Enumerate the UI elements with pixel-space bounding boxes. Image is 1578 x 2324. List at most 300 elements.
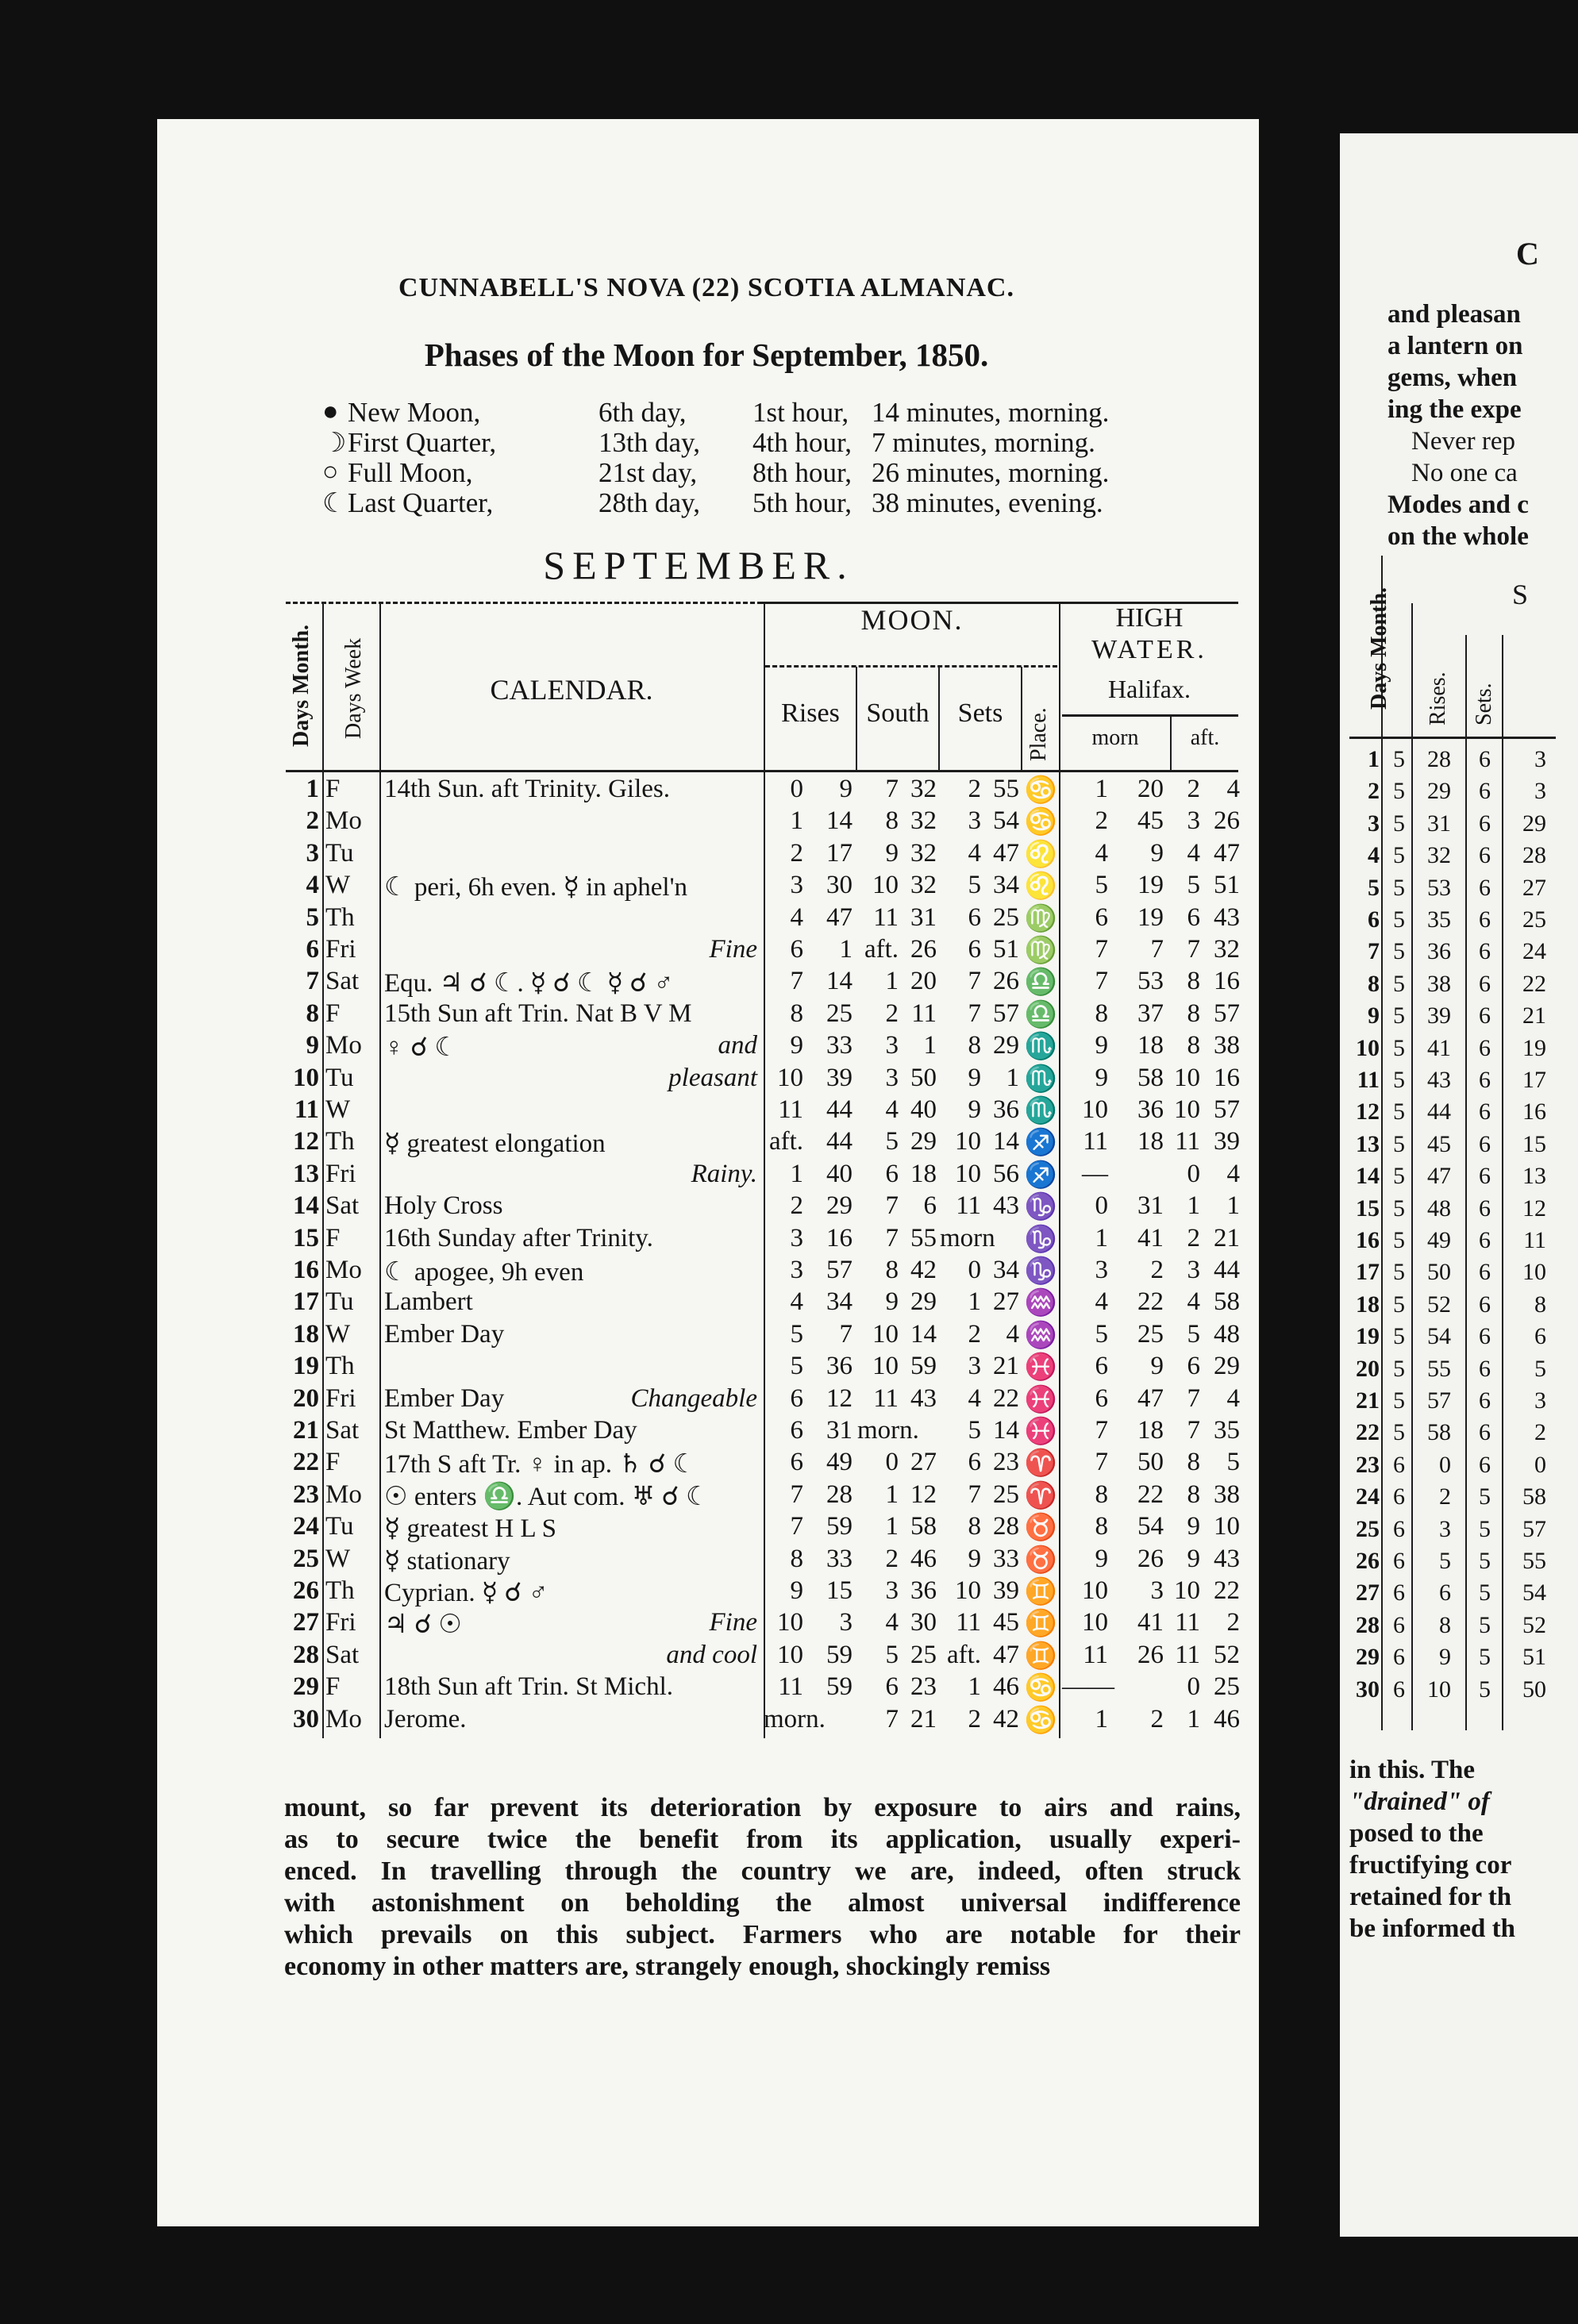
- right-cell: 17: [1356, 1259, 1380, 1286]
- month-title: SEPTEMBER.: [543, 543, 854, 587]
- cell-pl: ♑: [1024, 1225, 1057, 1254]
- cell-d: 15: [293, 1223, 319, 1252]
- cell-mh: 6: [1095, 902, 1108, 932]
- cell-am: 5: [1226, 1448, 1240, 1477]
- cell-d: 30: [293, 1704, 319, 1733]
- cell-mm: 26: [1137, 1544, 1164, 1573]
- cell-am: 16: [1214, 1063, 1240, 1092]
- cell-sh: 7: [885, 1704, 899, 1733]
- calendar-row: [0, 1416, 1543, 1448]
- right-cell: 6: [1479, 1002, 1491, 1029]
- cell-rm: 14: [826, 806, 853, 836]
- cell-sh: 1: [885, 967, 899, 996]
- cell-mh: 0: [1095, 1191, 1108, 1221]
- calendar-row: [0, 967, 1543, 998]
- right-cell: 8: [1439, 1611, 1451, 1638]
- calendar-row: [0, 1064, 1543, 1095]
- right-cell: 16: [1522, 1099, 1546, 1125]
- cell-mh: 10: [1082, 1576, 1108, 1605]
- right-col-rule: [1465, 635, 1467, 1730]
- cell-sm: 6: [923, 1191, 937, 1221]
- cell-rh: 7: [790, 967, 803, 996]
- cell-rm: 34: [826, 1287, 853, 1317]
- cell-cal: Equ. ♃ ☌ ☾. ☿ ☌ ☾ ☿ ☌ ♂: [384, 969, 674, 998]
- right-cell: 5: [1393, 1195, 1405, 1222]
- cell-sm: 21: [910, 1704, 937, 1733]
- paragraph-line: enced. In travelling through the country we are, indeed, often struck: [284, 1857, 1241, 1886]
- header-dashed-rule: [286, 602, 762, 604]
- right-cell: 9: [1439, 1644, 1451, 1671]
- cell-am: 57: [1214, 1095, 1240, 1124]
- cell-d: 27: [293, 1608, 319, 1637]
- cell-ah: 2: [1187, 775, 1200, 803]
- cell-sh: 8: [885, 806, 899, 836]
- cell-rm: 28: [826, 1479, 853, 1509]
- cell-seh: 5: [968, 871, 981, 900]
- cell-sh: 8: [885, 1256, 899, 1284]
- cell-seh: 9: [968, 1095, 981, 1124]
- right-cell: 5: [1393, 1067, 1405, 1093]
- cell-mh: 5: [1095, 871, 1108, 900]
- cell-pl: ♉: [1024, 1514, 1057, 1543]
- calendar-row: [0, 1480, 1543, 1512]
- cell-w: Fri: [325, 1159, 356, 1188]
- cell-sm: 42: [910, 1256, 937, 1284]
- cell-mm: 22: [1137, 1287, 1164, 1317]
- cell-mm: 26: [1137, 1640, 1164, 1669]
- cell-ah: 9: [1187, 1512, 1200, 1541]
- right-page-footer-line: retained for th: [1349, 1883, 1512, 1911]
- cell-mh: 7: [1095, 935, 1108, 964]
- phase-hour: 8th hour,: [752, 457, 852, 488]
- right-col-rule: [1381, 556, 1383, 1730]
- cell-w: Fri: [325, 1383, 356, 1413]
- cell-sem: 47: [993, 838, 1019, 868]
- cell-sem: 14: [993, 1416, 1019, 1445]
- cell-rh: 8: [790, 1544, 803, 1573]
- right-cell: 25: [1356, 1515, 1380, 1542]
- cell-w: Th: [325, 902, 355, 932]
- cell-sh: 2: [885, 998, 899, 1028]
- cell-seh: 5: [968, 1416, 981, 1445]
- right-cell: 6: [1479, 778, 1491, 805]
- right-cell: 6: [1479, 1099, 1491, 1125]
- cell-rm: 33: [826, 1031, 853, 1060]
- right-cell: 9: [1368, 1002, 1380, 1029]
- right-cell: 13: [1356, 1130, 1380, 1157]
- cell-d: 16: [293, 1256, 319, 1284]
- phase-day: 28th day,: [598, 487, 700, 518]
- phase-minutes: 14 minutes, morning.: [872, 397, 1110, 428]
- cell-mh: 7: [1095, 1448, 1108, 1477]
- cell-am: 2: [1226, 1608, 1240, 1637]
- cell-sh: aft.: [864, 935, 899, 964]
- cell-sm: 40: [910, 1095, 937, 1124]
- right-cell: 15: [1356, 1195, 1380, 1222]
- cell-rm: 17: [826, 838, 853, 868]
- cell-rm: 44: [826, 1127, 853, 1156]
- right-cell: 54: [1522, 1579, 1546, 1606]
- right-cell: 5: [1393, 778, 1405, 805]
- cell-rm: 14: [826, 967, 853, 996]
- cell-cal_r: Fine: [709, 1608, 757, 1637]
- right-page-head: C: [1516, 236, 1539, 271]
- cell-mm: 18: [1137, 1416, 1164, 1445]
- calendar-row: [0, 1095, 1543, 1127]
- cell-pl: ♌: [1024, 840, 1057, 869]
- cell-pl: ♈: [1024, 1449, 1057, 1479]
- cell-pl: ♏: [1024, 1097, 1057, 1125]
- cell-am: 52: [1214, 1640, 1240, 1669]
- cell-pl: ♓: [1024, 1418, 1057, 1446]
- cell-cal: ☿ greatest H L S: [384, 1514, 556, 1544]
- cell-mh: 8: [1095, 998, 1108, 1028]
- phase-minutes: 26 minutes, morning.: [872, 457, 1110, 488]
- cell-cal: ☿ greatest elongation: [384, 1129, 606, 1159]
- cell-mh: 10: [1082, 1095, 1108, 1124]
- header-bottom-rule: [286, 770, 1238, 772]
- cell-sh: 10: [872, 1319, 899, 1349]
- cell-sh: 4: [885, 1608, 899, 1637]
- cell-mh: 1: [1095, 1223, 1108, 1252]
- cell-mh: 10: [1082, 1608, 1108, 1637]
- phase-day: 13th day,: [598, 427, 700, 458]
- days-month-header: Days Month.: [289, 624, 314, 747]
- right-cell: 58: [1522, 1483, 1546, 1510]
- cell-seh: 10: [955, 1159, 981, 1188]
- right-cell: 27: [1522, 874, 1546, 901]
- cell-mm: 58: [1137, 1063, 1164, 1092]
- right-cell: 22: [1356, 1419, 1380, 1446]
- calendar-row: [0, 1384, 1543, 1416]
- cell-seh: 6: [968, 902, 981, 932]
- cell-mm: 36: [1137, 1095, 1164, 1124]
- cell-rh: 3: [790, 871, 803, 900]
- cell-cal: Jerome.: [384, 1704, 467, 1733]
- cell-mm: 9: [1150, 1352, 1164, 1381]
- cell-d: 20: [293, 1383, 319, 1413]
- cell-rm: 59: [826, 1640, 853, 1669]
- right-cell: 5: [1393, 1387, 1405, 1414]
- right-cell: 3: [1534, 746, 1546, 772]
- right-cell: 29: [1427, 778, 1451, 805]
- cell-mh: 8: [1095, 1479, 1108, 1509]
- cell-mh: 7: [1095, 1416, 1108, 1445]
- right-cell: 6: [1479, 810, 1491, 837]
- cell-sh: 7: [885, 1223, 899, 1252]
- right-cell: 39: [1427, 1002, 1451, 1029]
- cell-seh: 7: [968, 1479, 981, 1509]
- cell-pl: ♓: [1024, 1385, 1057, 1414]
- cell-mh: 11: [1083, 1640, 1108, 1669]
- cell-rh: 1: [790, 806, 803, 836]
- calendar-row: [0, 1545, 1543, 1576]
- cell-sm: 12: [910, 1479, 937, 1509]
- cell-mh: 1: [1095, 775, 1108, 803]
- cell-d: 25: [293, 1544, 319, 1573]
- right-cell: 5: [1393, 1130, 1405, 1157]
- right-cell: 6: [1393, 1548, 1405, 1574]
- cell-d: 18: [293, 1319, 319, 1349]
- cell-sm: 58: [910, 1512, 937, 1541]
- right-cell: 50: [1522, 1676, 1546, 1703]
- cell-sh: 3: [885, 1031, 899, 1060]
- running-head: CUNNABELL'S NOVA (22) SCOTIA ALMANAC.: [398, 273, 1014, 302]
- right-cell: 6: [1479, 1323, 1491, 1350]
- cell-rh: 0: [790, 775, 803, 803]
- right-cell: 52: [1522, 1611, 1546, 1638]
- cell-rh: morn.: [764, 1704, 826, 1733]
- cell-mh: 6: [1095, 1383, 1108, 1413]
- right-cell: 48: [1427, 1195, 1451, 1222]
- right-cell: 6: [1479, 1195, 1491, 1222]
- cell-mm: 22: [1137, 1479, 1164, 1509]
- right-cell: 6: [1479, 1067, 1491, 1093]
- cell-seh: 2: [968, 1319, 981, 1349]
- right-cell: 13: [1522, 1163, 1546, 1190]
- cell-sh: 9: [885, 838, 899, 868]
- cell-w: Th: [325, 1127, 355, 1156]
- cell-w: Mo: [325, 806, 362, 836]
- cell-sh: 9: [885, 1287, 899, 1317]
- right-page-footer-line: be informed th: [1349, 1914, 1515, 1943]
- cell-rh: 9: [790, 1031, 803, 1060]
- right-cell: 19: [1356, 1323, 1380, 1350]
- cell-mm: 31: [1137, 1191, 1164, 1221]
- right-cell: 6: [1479, 1451, 1491, 1478]
- cell-mm: 18: [1137, 1127, 1164, 1156]
- right-cell: 6: [1479, 1387, 1491, 1414]
- right-cell: 6: [1368, 906, 1380, 933]
- cell-sem: 34: [993, 871, 1019, 900]
- cell-d: 10: [293, 1063, 319, 1092]
- right-cell: 6: [1393, 1515, 1405, 1542]
- right-cell: 2: [1439, 1483, 1451, 1510]
- cell-seh: 8: [968, 1031, 981, 1060]
- moon-phase-icon: ☾: [322, 489, 347, 518]
- cell-sem: 25: [993, 1479, 1019, 1509]
- cell-mm: 9: [1150, 838, 1164, 868]
- cell-ah: 9: [1187, 1544, 1200, 1573]
- cell-rh: 3: [790, 1223, 803, 1252]
- cell-ah: 10: [1174, 1576, 1200, 1605]
- calendar-row: [0, 1287, 1543, 1319]
- cell-ah: 11: [1175, 1608, 1200, 1637]
- right-page-line: No one ca: [1411, 459, 1518, 487]
- cell-rh: 6: [790, 1416, 803, 1445]
- cell-rh: 8: [790, 998, 803, 1028]
- right-cell: 5: [1393, 1034, 1405, 1061]
- right-cell: 8: [1534, 1291, 1546, 1318]
- cell-rm: 30: [826, 871, 853, 900]
- right-cell: 6: [1479, 1291, 1491, 1318]
- right-cell: 54: [1427, 1323, 1451, 1350]
- cell-seh: 8: [968, 1512, 981, 1541]
- cell-rh: 2: [790, 1191, 803, 1221]
- cell-w: Mo: [325, 1704, 362, 1733]
- cell-w: F: [325, 1672, 341, 1702]
- right-cell: 20: [1356, 1355, 1380, 1382]
- cell-d: 9: [306, 1031, 319, 1060]
- cell-sem: 43: [993, 1191, 1019, 1221]
- right-cell: 3: [1368, 810, 1380, 837]
- cell-rm: 29: [826, 1191, 853, 1221]
- cell-seh: 4: [968, 1383, 981, 1413]
- cell-d: 17: [293, 1287, 319, 1317]
- right-cell: 5: [1393, 1323, 1405, 1350]
- cell-seh: 3: [968, 806, 981, 836]
- right-cell: 5: [1479, 1676, 1491, 1703]
- right-cell: 28: [1522, 842, 1546, 869]
- right-page-footer-line: fructifying cor: [1349, 1851, 1512, 1880]
- calendar-row: [0, 775, 1543, 806]
- right-cell: 14: [1356, 1163, 1380, 1190]
- cell-mm: 41: [1137, 1223, 1164, 1252]
- cell-d: 8: [306, 998, 319, 1028]
- cell-w: Th: [325, 1352, 355, 1381]
- cell-rm: 36: [826, 1352, 853, 1381]
- cell-cal: ☿ stationary: [384, 1546, 510, 1576]
- cell-sh: 0: [885, 1448, 899, 1477]
- cell-rm: 16: [826, 1223, 853, 1252]
- right-cell: 6: [1393, 1644, 1405, 1671]
- cell-d: 21: [293, 1416, 319, 1445]
- cell-cal: ♀ ☌ ☾: [384, 1033, 458, 1063]
- phase-name: New Moon,: [348, 397, 481, 428]
- cell-cal: St Matthew. Ember Day: [384, 1416, 637, 1445]
- cell-rm: 9: [839, 775, 853, 803]
- place-header: Place.: [1026, 707, 1051, 761]
- cell-rh: 1: [790, 1159, 803, 1188]
- cell-am: 21: [1214, 1223, 1240, 1252]
- cell-sm: 32: [910, 806, 937, 836]
- cell-mm: 18: [1137, 1031, 1164, 1060]
- calendar-row: [0, 935, 1543, 967]
- cell-mh: 4: [1095, 1287, 1108, 1317]
- right-cell: 7: [1368, 938, 1380, 965]
- cell-d: 13: [293, 1159, 319, 1188]
- calendar-row: [0, 839, 1543, 871]
- cell-ah: 11: [1175, 1640, 1200, 1669]
- water-header: WATER.: [1091, 635, 1207, 664]
- right-cell: 5: [1393, 874, 1405, 901]
- moon-header: MOON.: [860, 604, 964, 636]
- cell-sm: 46: [910, 1544, 937, 1573]
- right-days-month-header: Days Month.: [1367, 587, 1391, 710]
- calendar-row: [0, 871, 1543, 902]
- cell-ah: 5: [1187, 871, 1200, 900]
- right-cell: 31: [1427, 810, 1451, 837]
- cell-rm: 57: [826, 1256, 853, 1284]
- cell-rm: 15: [826, 1576, 853, 1605]
- right-cell: 5: [1479, 1611, 1491, 1638]
- cell-seh: 10: [955, 1576, 981, 1605]
- cell-sh: 7: [885, 1191, 899, 1221]
- cell-cal_r: and cool: [666, 1640, 757, 1669]
- cell-rh: 10: [777, 1063, 803, 1092]
- cell-cal: ☾ apogee, 9h even: [384, 1258, 584, 1287]
- cell-ah: 7: [1187, 1383, 1200, 1413]
- cell-am: 51: [1214, 871, 1240, 900]
- cell-d: 6: [306, 935, 319, 964]
- cell-mm: 7: [1150, 935, 1164, 964]
- right-cell: 53: [1427, 874, 1451, 901]
- right-cell: 6: [1393, 1579, 1405, 1606]
- cell-ah: 11: [1175, 1127, 1200, 1156]
- phase-name: Last Quarter,: [348, 487, 494, 518]
- cell-w: Th: [325, 1576, 355, 1605]
- phase-name: First Quarter,: [348, 427, 497, 458]
- cell-rh: 4: [790, 902, 803, 932]
- cell-pl: ♎: [1024, 968, 1057, 998]
- cell-pl: ♏: [1024, 1033, 1057, 1062]
- right-cell: 5: [1393, 970, 1405, 997]
- cell-sh: morn.: [857, 1416, 919, 1445]
- cell-pl: ♋: [1024, 808, 1057, 837]
- right-cell: 12: [1356, 1099, 1380, 1125]
- cell-sm: 43: [910, 1383, 937, 1413]
- cell-sem: 45: [993, 1608, 1019, 1637]
- cell-cal: 18th Sun aft Trin. St Michl.: [384, 1672, 673, 1702]
- cell-pl: ♊: [1024, 1578, 1057, 1606]
- calendar-header: CALENDAR.: [490, 674, 653, 706]
- right-cell: 5: [1393, 938, 1405, 965]
- cell-sem: 21: [993, 1352, 1019, 1381]
- right-page-line: ing the expe: [1387, 395, 1522, 424]
- cell-ah: 8: [1187, 1479, 1200, 1509]
- right-page-footer-line: in this. The: [1349, 1756, 1476, 1784]
- cell-rm: 59: [826, 1512, 853, 1541]
- right-cell: 6: [1534, 1323, 1546, 1350]
- cell-am: 4: [1226, 775, 1240, 803]
- cell-cal_r: Rainy.: [691, 1159, 757, 1188]
- phase-day: 21st day,: [598, 457, 698, 488]
- right-cell: 24: [1356, 1483, 1380, 1510]
- right-cell: 41: [1427, 1034, 1451, 1061]
- phase-minutes: 7 minutes, morning.: [872, 427, 1095, 458]
- cell-seh: 3: [968, 1352, 981, 1381]
- right-page-line: and pleasan: [1387, 300, 1521, 329]
- cell-sh: 3: [885, 1576, 899, 1605]
- aft-header: aft.: [1190, 725, 1220, 750]
- cell-seh: 0: [968, 1256, 981, 1284]
- cell-d: 2: [306, 806, 319, 836]
- right-cell: 6: [1479, 1419, 1491, 1446]
- right-cell: 3: [1439, 1515, 1451, 1542]
- phase-name: Full Moon,: [348, 457, 473, 488]
- calendar-row: [0, 1191, 1543, 1223]
- cell-sh: 6: [885, 1159, 899, 1188]
- right-cell: 36: [1427, 938, 1451, 965]
- morn-header: morn: [1091, 725, 1139, 750]
- cell-pl: ♏: [1024, 1064, 1057, 1094]
- right-cell: 6: [1479, 1130, 1491, 1157]
- cell-ah: 3: [1187, 806, 1200, 836]
- cell-sm: 31: [910, 902, 937, 932]
- cell-seh: 11: [956, 1191, 981, 1221]
- cell-sm: 32: [910, 838, 937, 868]
- cell-seh: 1: [968, 1287, 981, 1317]
- cell-seh: morn: [940, 1223, 995, 1252]
- cell-rm: 44: [826, 1095, 853, 1124]
- phases-title: Phases of the Moon for September, 1850.: [424, 337, 989, 373]
- cell-pl: ♎: [1024, 1000, 1057, 1029]
- cell-rm: 59: [826, 1672, 853, 1702]
- cell-sm: 50: [910, 1063, 937, 1092]
- cell-rh: 3: [790, 1256, 803, 1284]
- right-cell: 4: [1368, 842, 1380, 869]
- cell-mm: 37: [1137, 998, 1164, 1028]
